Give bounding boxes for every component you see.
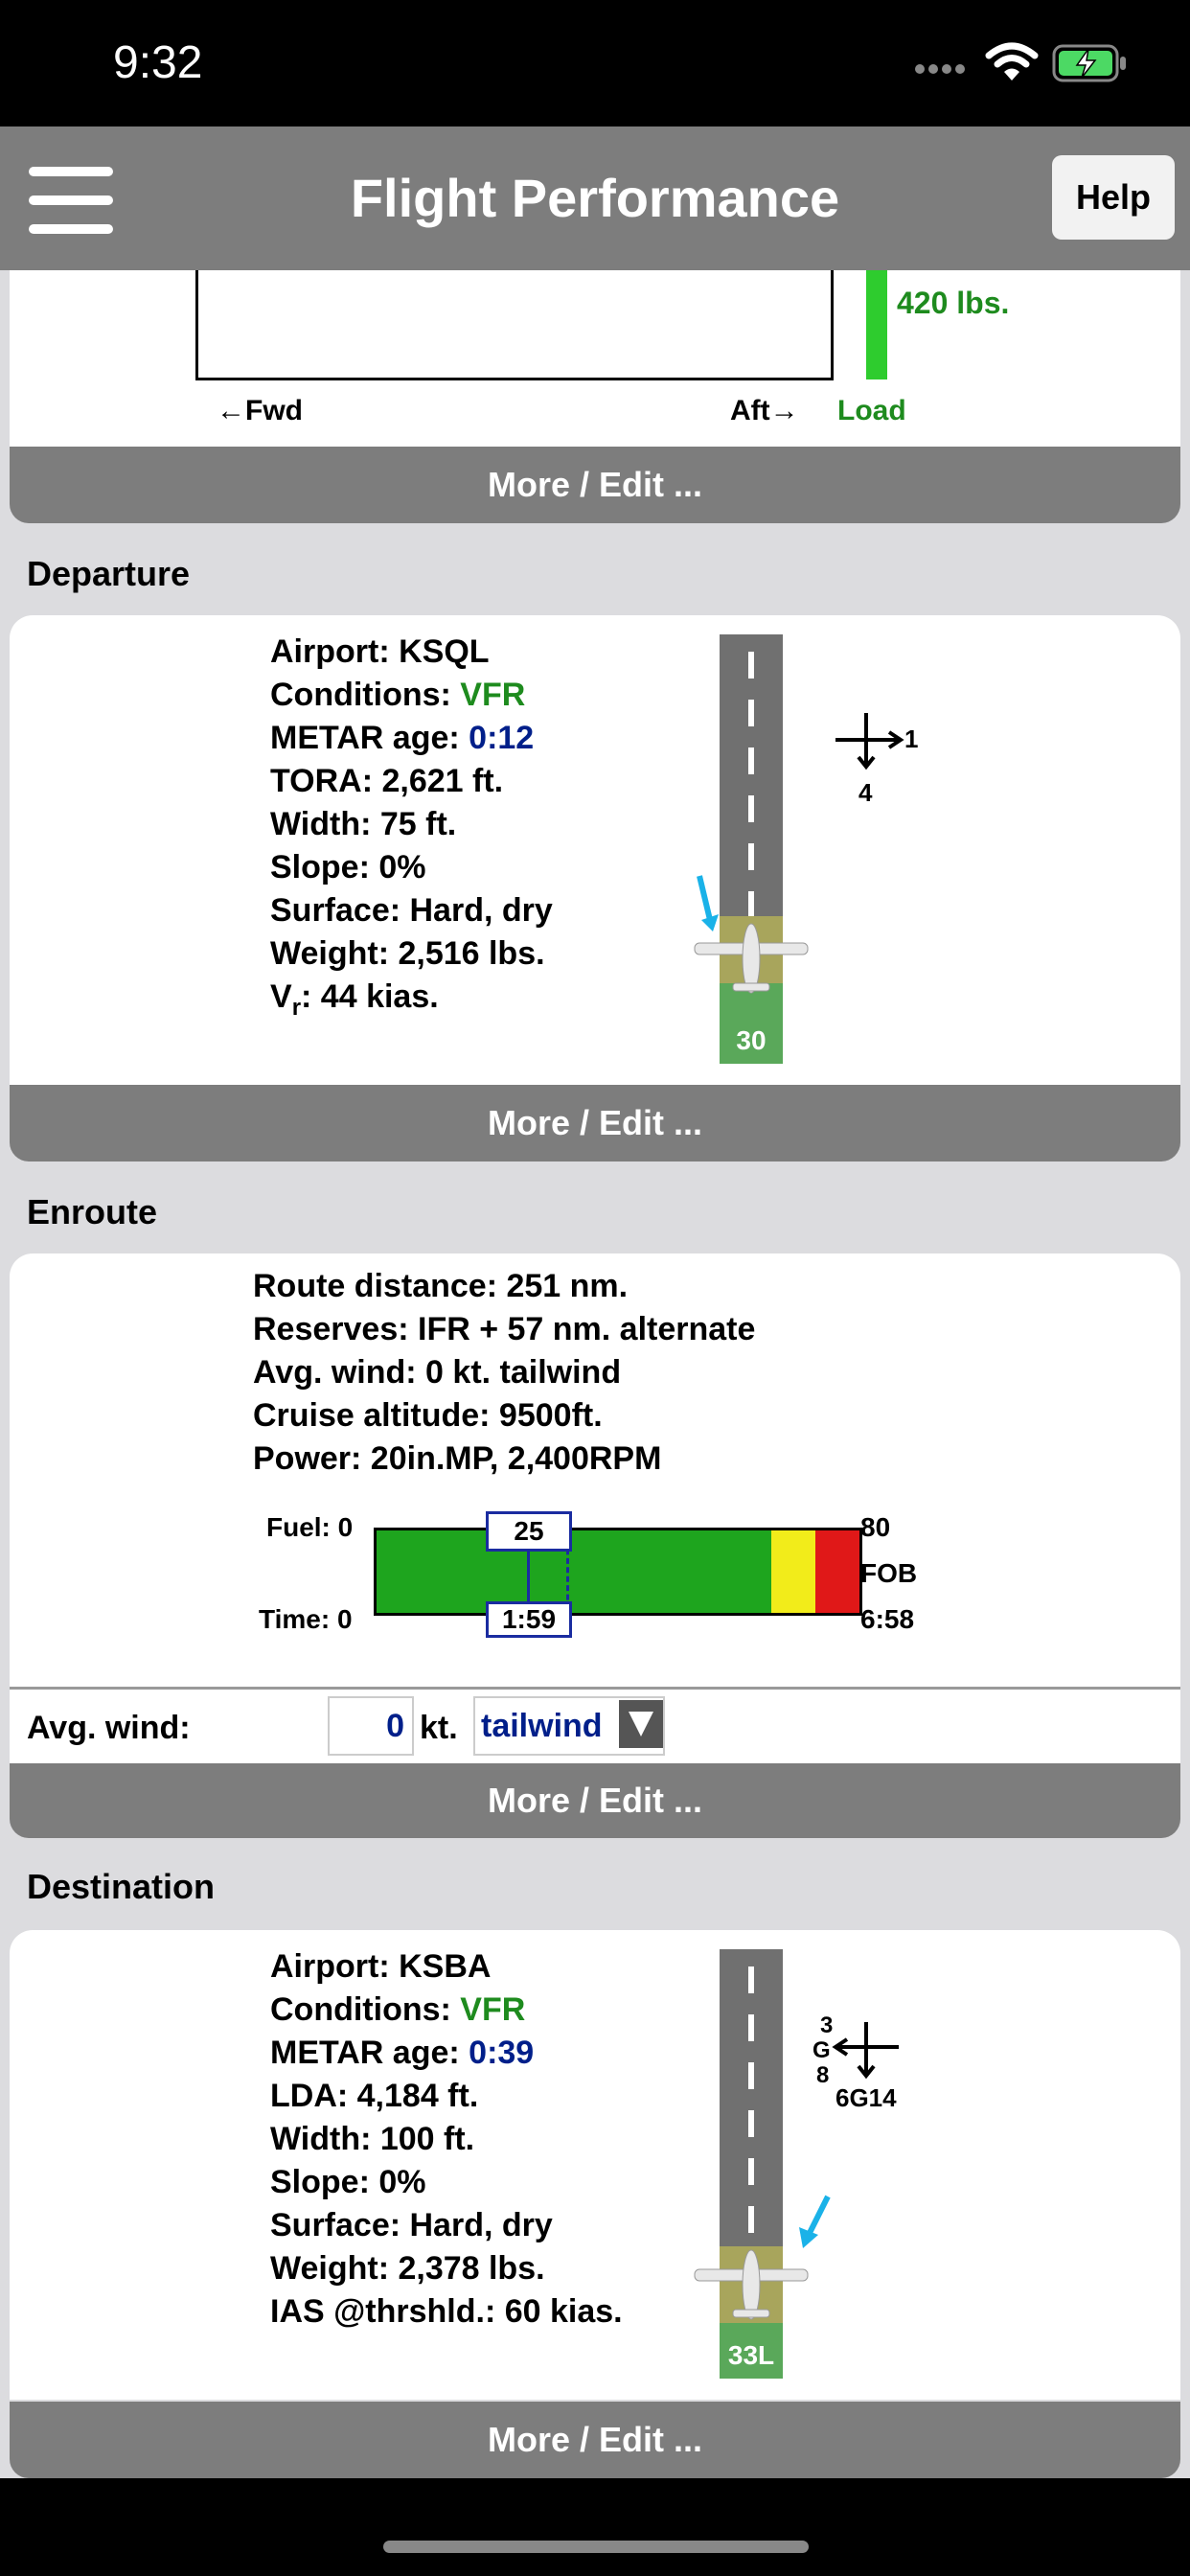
wind-unit: kt.	[420, 1710, 458, 1746]
wind-speed-input[interactable]: 0	[328, 1696, 414, 1756]
load-label: Load	[837, 395, 906, 426]
weight-balance-more-edit-button[interactable]: More / Edit ...	[10, 447, 1180, 523]
metar-label: METAR age:	[270, 720, 469, 756]
destination-surface: Surface: Hard, dry	[270, 2207, 553, 2243]
fuel-bar	[374, 1516, 862, 1634]
airplane-icon	[691, 2246, 812, 2328]
departure-crosswind-value: 1	[904, 724, 919, 753]
fuel-max: 80	[860, 1512, 891, 1542]
destination-metar-age: 0:39	[469, 2035, 535, 2071]
fuel-marker-value: 25	[486, 1511, 572, 1552]
departure-runway-number: 30	[736, 1025, 767, 1055]
help-button[interactable]: Help	[1052, 155, 1175, 240]
destination-wind-a: 3	[820, 2012, 834, 2038]
destination-weight: Weight: 2,378 lbs.	[270, 2250, 545, 2287]
metar-label: METAR age:	[270, 2035, 469, 2071]
enroute-info	[253, 1265, 755, 1481]
wind-direction-select[interactable]	[473, 1696, 665, 1756]
enroute-more-edit-button[interactable]: More / Edit ...	[10, 1763, 1180, 1838]
route-distance: Route distance: 251 nm.	[253, 1268, 629, 1304]
departure-tora: TORA: 2,621 ft.	[270, 763, 504, 799]
departure-headwind-value: 4	[858, 778, 873, 807]
conditions-label: Conditions:	[270, 677, 461, 713]
destination-lda: LDA: 4,184 ft.	[270, 2078, 479, 2114]
enroute-section-label: Enroute	[27, 1192, 158, 1231]
departure-wind-arrow-icon	[690, 872, 724, 940]
time-marker-value: 1:59	[486, 1601, 572, 1638]
destination-card	[10, 1930, 1180, 2400]
departure-metar-age: 0:12	[469, 720, 535, 756]
battery-charging-icon	[1052, 44, 1129, 87]
reserves: Reserves: IFR + 57 nm. alternate	[253, 1311, 756, 1347]
power: Power: 20in.MP, 2,400RPM	[253, 1440, 662, 1477]
vr-subscript: r	[291, 994, 302, 1021]
hamburger-menu-icon[interactable]	[29, 167, 113, 234]
destination-ias: IAS @thrshld.: 60 kias.	[270, 2293, 623, 2330]
departure-section-label: Departure	[27, 554, 191, 593]
destination-slope: Slope: 0%	[270, 2164, 426, 2200]
fob-label: FOB	[860, 1558, 918, 1588]
time-max: 6:58	[860, 1604, 915, 1634]
departure-airport: KSQL	[399, 633, 490, 670]
status-time: 9:32	[113, 37, 203, 88]
departure-crosswind-icon	[830, 709, 906, 775]
departure-more-edit-button[interactable]: More / Edit ...	[10, 1085, 1180, 1162]
weight-balance-card	[10, 270, 1180, 447]
departure-surface: Surface: Hard, dry	[270, 892, 553, 929]
destination-section-label: Destination	[27, 1867, 216, 1906]
wifi-icon	[985, 42, 1039, 87]
wind-row-divider	[10, 1687, 1180, 1690]
enroute-card	[10, 1254, 1180, 1763]
departure-vr: : 44 kias.	[301, 978, 439, 1015]
airport-label: Airport:	[270, 633, 400, 670]
airport-label: Airport:	[270, 1948, 400, 1985]
departure-weight: Weight: 2,516 lbs.	[270, 935, 545, 972]
chevron-down-icon	[619, 1700, 663, 1748]
destination-wind-label: 6G14	[835, 2083, 897, 2112]
departure-slope: Slope: 0%	[270, 849, 426, 886]
fuel-red-zone	[815, 1530, 859, 1613]
nav-bar	[0, 126, 1190, 270]
time-label: Time: 0	[259, 1604, 353, 1634]
fwd-label: ←Fwd	[217, 395, 303, 426]
home-indicator[interactable]	[383, 2541, 809, 2553]
load-value: 420 lbs.	[897, 286, 1010, 320]
destination-wind-b: 8	[816, 2062, 830, 2088]
avg-wind-label: Avg. wind:	[27, 1710, 191, 1746]
cg-envelope	[195, 270, 834, 380]
destination-width: Width: 100 ft.	[270, 2121, 475, 2157]
signal-icon	[914, 61, 968, 81]
fuel-yellow-zone	[771, 1530, 815, 1613]
destination-more-edit-button[interactable]: More / Edit ...	[10, 2402, 1180, 2478]
destination-runway-number: 33L	[727, 2340, 775, 2370]
fuel-label: Fuel: 0	[266, 1512, 354, 1542]
departure-info	[270, 631, 553, 1029]
destination-conditions: VFR	[460, 1991, 526, 2028]
vr-label: V	[270, 978, 292, 1015]
departure-width: Width: 75 ft.	[270, 806, 457, 842]
departure-conditions: VFR	[460, 677, 526, 713]
avg-wind-line: Avg. wind: 0 kt. tailwind	[253, 1354, 622, 1391]
home-indicator-area	[0, 2478, 1190, 2576]
load-bar	[866, 270, 887, 380]
page-title: Flight Performance	[350, 168, 840, 228]
wind-direction-value: tailwind	[481, 1708, 603, 1744]
destination-airport: KSBA	[399, 1948, 492, 1985]
destination-crosswind-icon	[830, 2018, 906, 2084]
status-bar	[0, 0, 1190, 126]
departure-card	[10, 615, 1180, 1085]
destination-wind-g: G	[812, 2037, 831, 2063]
destination-wind-arrow-icon	[790, 2193, 834, 2257]
destination-info	[270, 1945, 623, 2334]
conditions-label: Conditions:	[270, 1991, 461, 2028]
aft-label: Aft→	[730, 395, 799, 426]
cruise-altitude: Cruise altitude: 9500ft.	[253, 1397, 603, 1434]
